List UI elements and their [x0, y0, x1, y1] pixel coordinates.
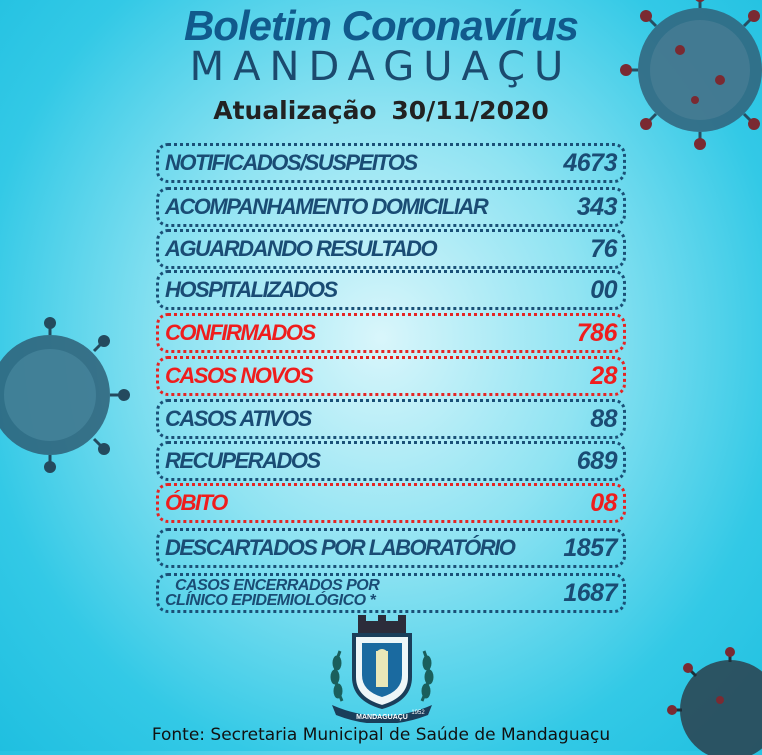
stat-value: 00: [590, 275, 617, 304]
stat-row-hospitalizados: [156, 270, 626, 310]
source-footer: Fonte: Secretaria Municipal de Saúde de Mandaguaçu: [151, 725, 611, 745]
stat-row-confirmados: [156, 313, 626, 353]
virus-illustration-icon: [0, 295, 140, 495]
stat-label: ÓBITO: [165, 490, 227, 515]
stat-value: 08: [590, 488, 617, 517]
stat-label: CASOS NOVOS: [165, 363, 313, 388]
stat-value: 343: [576, 192, 617, 221]
stat-row-obito: [156, 483, 626, 523]
stat-row-aguardando: [156, 229, 626, 269]
stat-value: 1857: [563, 533, 617, 562]
crest-ribbon-text: MANDAGUAÇU: [356, 714, 408, 721]
stat-row-encerrados: [156, 573, 626, 613]
stat-value: 88: [590, 404, 617, 433]
stat-label: DESCARTADOS POR LABORATÓRIO: [165, 535, 515, 560]
stat-label: NOTIFICADOS/SUSPEITOS: [165, 150, 417, 175]
update-date: 30/11/2020: [391, 96, 549, 125]
stat-value: 1687: [563, 578, 617, 607]
stat-value: 786: [576, 318, 617, 347]
crest-year: 1952: [411, 710, 425, 716]
stat-value: 4673: [563, 148, 617, 177]
stat-label: CASOS ATIVOS: [165, 406, 311, 431]
stat-row-descartados: [156, 528, 626, 568]
update-label: Atualização: [213, 96, 377, 125]
stat-label: CONFIRMADOS: [165, 320, 315, 345]
stat-label-line2: CLÍNICO EPIDEMIOLÓGICO *: [165, 592, 376, 609]
bulletin-title: Boletim Coronavírus: [183, 2, 579, 49]
stat-value: 76: [590, 234, 617, 263]
stat-value: 689: [576, 446, 617, 475]
stat-row-casos-novos: [156, 356, 626, 396]
coat-of-arms-icon: [324, 615, 440, 723]
stat-label: AGUARDANDO RESULTADO: [165, 236, 437, 261]
stat-label: RECUPERADOS: [165, 448, 320, 473]
stat-row-acompanhamento: [156, 187, 626, 227]
stat-label: HOSPITALIZADOS: [165, 277, 337, 302]
stat-label-line1: CASOS ENCERRADOS POR: [175, 577, 380, 594]
city-name: MANDAGUAÇU: [189, 44, 573, 90]
update-line: [0, 96, 762, 125]
stat-row-notificados: [156, 143, 626, 183]
stat-label: [165, 578, 379, 608]
stat-row-recuperados: [156, 441, 626, 481]
stat-value: 28: [590, 361, 617, 390]
stat-label: ACOMPANHAMENTO DOMICILIAR: [165, 194, 488, 219]
stat-row-casos-ativos: [156, 399, 626, 439]
